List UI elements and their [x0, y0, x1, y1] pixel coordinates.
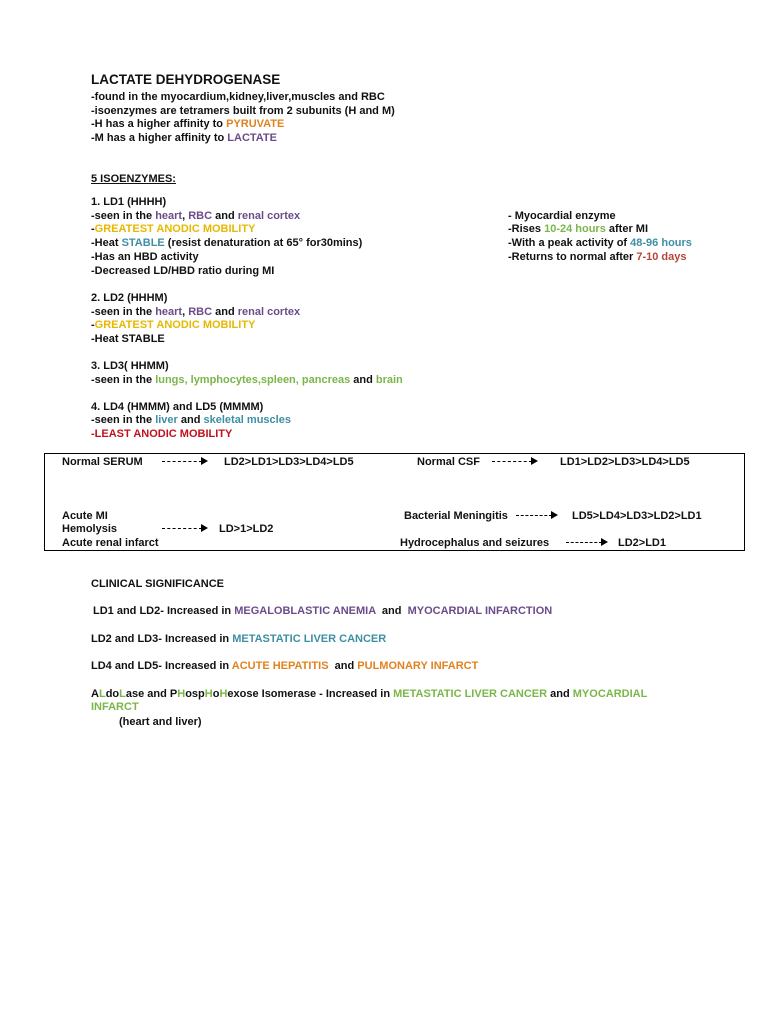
ld1-rbc: RBC — [188, 210, 213, 222]
row4-part: ase and P — [125, 688, 178, 700]
ld1-rises — [508, 222, 648, 236]
ld2-renal: renal cortex — [237, 306, 301, 318]
h-affinity-label: -H has a higher affinity to — [91, 118, 227, 130]
ld2-heading: 2. LD2 (HHHM) — [91, 292, 168, 304]
ld45-seen-prefix: -seen in the — [91, 414, 156, 426]
ld1-mobility — [91, 222, 255, 236]
clinical-row-4 — [91, 687, 647, 701]
acute-mi-label: Acute MI — [62, 510, 108, 522]
peak-prefix: -With a peak activity of — [508, 237, 631, 249]
ld45-and: and — [177, 414, 204, 426]
row4-cancer: METASTATIC LIVER CANCER — [393, 688, 548, 700]
ld1-seen — [91, 209, 300, 223]
row2-prefix: LD2 and LD3- Increased in — [91, 633, 233, 645]
bacterial-label: Bacterial Meningitis — [404, 510, 508, 522]
ld45-muscles: skeletal muscles — [203, 414, 291, 426]
row4-letter: L — [119, 688, 126, 700]
ld1-and: and — [212, 210, 238, 222]
row4-part: osp — [185, 688, 205, 700]
row4-myocardial: MYOCARDIAL — [572, 688, 648, 700]
row4-part: exose Isomerase - Increased in — [227, 688, 394, 700]
ld3-seen-prefix: -seen in the — [91, 374, 156, 386]
ld1-mobility-dash: - — [91, 223, 95, 235]
ld1-heat-suffix: (resist denaturation at 65° for30mins) — [164, 237, 363, 249]
arrow-icon — [492, 461, 532, 462]
row3-and: and — [328, 660, 358, 672]
ld1-renal: renal cortex — [237, 210, 301, 222]
row1-prefix: LD1 and LD2- Increased in — [93, 605, 235, 617]
ld2-sep: , — [182, 306, 189, 318]
clinical-heading: CLINICAL SIGNIFICANCE — [91, 578, 225, 590]
ld1-enzyme: - Myocardial enzyme — [508, 210, 616, 222]
clinical-row-2 — [91, 632, 386, 646]
rises-suffix: after MI — [605, 223, 649, 235]
row4-part: A — [91, 688, 99, 700]
hemolysis-value: LD>1>LD2 — [219, 523, 274, 535]
ld2-mobility-text: GREATEST ANODIC MOBILITY — [94, 319, 256, 331]
ld3-and: and — [350, 374, 376, 386]
arrow-icon — [162, 461, 202, 462]
row4-part: o — [212, 688, 220, 700]
row2-cancer: METASTATIC LIVER CANCER — [232, 633, 387, 645]
hydro-label: Hydrocephalus and seizures — [400, 537, 550, 549]
ld45-heading: 4. LD4 (HMMM) and LD5 (MMMM) — [91, 401, 264, 413]
ld1-heat-prefix: -Heat — [91, 237, 122, 249]
ld1-sep: , — [182, 210, 189, 222]
ld3-seen — [91, 373, 403, 387]
row4-letter: L — [98, 688, 106, 700]
arrow-icon — [516, 515, 552, 516]
row4-and: and — [547, 688, 573, 700]
row1-and: and — [375, 605, 408, 617]
ld2-rbc: RBC — [188, 306, 213, 318]
ld45-mobility: -LEAST ANODIC MOBILITY — [91, 428, 233, 440]
normal-serum-value: LD2>LD1>LD3>LD4>LD5 — [224, 456, 354, 468]
row4-letter: H — [204, 688, 213, 700]
row4-part: do — [105, 688, 120, 700]
row1-mi: MYOCARDIAL INFARCTION — [407, 605, 553, 617]
ld1-heat — [91, 236, 362, 250]
arrow-icon — [162, 528, 202, 529]
row3-prefix: LD4 and LD5- Increased in — [91, 660, 232, 672]
ld1-seen-prefix: -seen in the — [91, 210, 156, 222]
rises-value: 10-24 hours — [544, 223, 606, 235]
ld1-heat-stable: STABLE — [121, 237, 165, 249]
clinical-row-5: (heart and liver) — [119, 716, 202, 728]
hydro-value: LD2>LD1 — [618, 537, 666, 549]
intro-found: -found in the myocardium,kidney,liver,muscles and RBC — [91, 91, 385, 103]
ld45-liver: liver — [155, 414, 178, 426]
peak-value: 48-96 hours — [630, 237, 692, 249]
ld3-brain: brain — [375, 374, 403, 386]
ld2-and: and — [212, 306, 238, 318]
intro-tetramers: -isoenzymes are tetramers built from 2 subunits (H and M) — [91, 105, 395, 117]
hemolysis-label: Hemolysis — [62, 523, 118, 535]
ld1-ratio: -Decreased LD/HBD ratio during MI — [91, 265, 275, 277]
normal-serum-label: Normal SERUM — [62, 456, 143, 468]
ld1-mobility-text: GREATEST ANODIC MOBILITY — [94, 223, 256, 235]
ld1-returns — [508, 250, 687, 264]
m-affinity-label: -M has a higher affinity to — [91, 132, 228, 144]
row4-letter: H — [177, 688, 186, 700]
page-title: LACTATE DEHYDROGENASE — [91, 72, 281, 87]
ld2-mobility-dash: - — [91, 319, 95, 331]
ld2-seen-prefix: -seen in the — [91, 306, 156, 318]
ld1-heading: 1. LD1 (HHHH) — [91, 196, 167, 208]
ld3-heading: 3. LD3( HHMM) — [91, 360, 169, 372]
row1-megaloblastic: MEGALOBLASTIC ANEMIA — [234, 605, 376, 617]
pyruvate-text: PYRUVATE — [226, 118, 285, 130]
ld2-seen — [91, 305, 300, 319]
row4-letter: H — [219, 688, 228, 700]
ld2-heart: heart — [155, 306, 183, 318]
intro-h-affinity — [91, 117, 284, 131]
normal-csf-label: Normal CSF — [417, 456, 480, 468]
lactate-text: LACTATE — [227, 132, 277, 144]
arrow-icon — [566, 542, 602, 543]
acute-renal-label: Acute renal infarct — [62, 537, 159, 549]
ld2-mobility — [91, 318, 255, 332]
ld1-heart: heart — [155, 210, 183, 222]
ld3-organs: lungs, lymphocytes,spleen, pancreas — [155, 374, 351, 386]
returns-prefix: -Returns to normal after — [508, 251, 637, 263]
normal-csf-value: LD1>LD2>LD3>LD4>LD5 — [560, 456, 690, 468]
ld1-hbd: -Has an HBD activity — [91, 251, 199, 263]
isoenzymes-heading: 5 ISOENZYMES: — [91, 173, 176, 185]
clinical-row-1 — [93, 604, 552, 618]
row3-pulmonary: PULMONARY INFARCT — [357, 660, 479, 672]
ld1-peak — [508, 236, 692, 250]
row3-hepatitis: ACUTE HEPATITIS — [231, 660, 329, 672]
rises-prefix: -Rises — [508, 223, 545, 235]
bacterial-value: LD5>LD4>LD3>LD2>LD1 — [572, 510, 702, 522]
ld45-seen — [91, 413, 291, 427]
intro-m-affinity — [91, 131, 277, 145]
row4-infarct: INFARCT — [91, 701, 139, 713]
ld2-heat: -Heat STABLE — [91, 333, 165, 345]
clinical-row-3 — [91, 659, 478, 673]
returns-value: 7-10 days — [636, 251, 687, 263]
